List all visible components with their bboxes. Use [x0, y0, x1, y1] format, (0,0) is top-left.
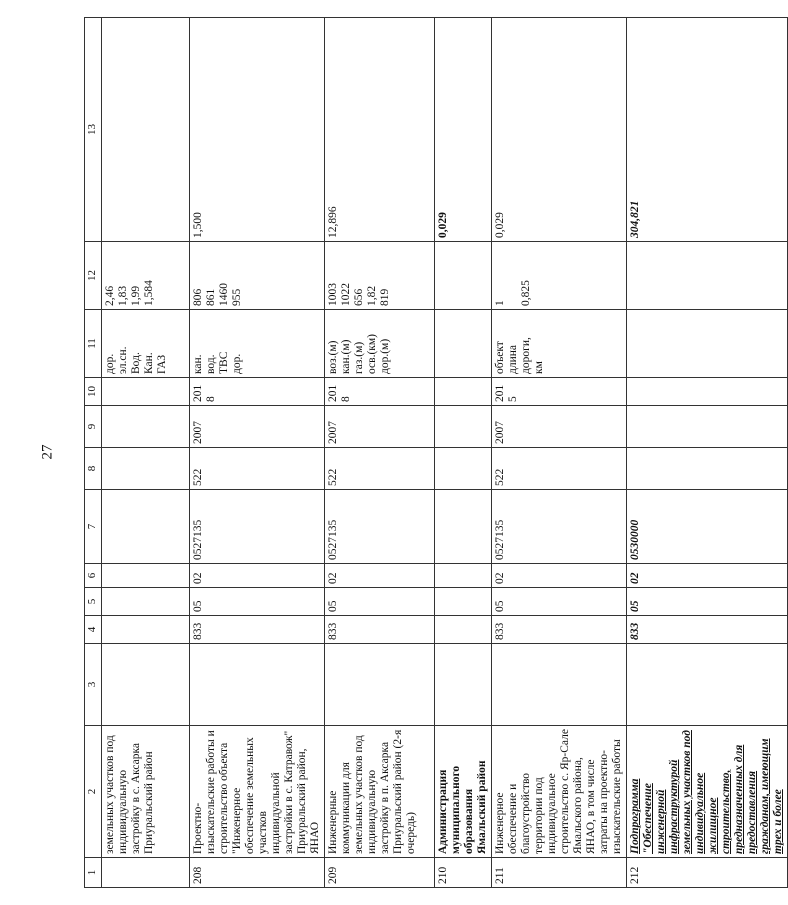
indicator-value-cell-line: 819	[379, 288, 391, 306]
indicator-value-cell-line: 1,99	[130, 285, 142, 306]
name-cell: Инженерные коммуникации для земельных участков под индивидуальную застройку в п. Аксарка Приуральский район (2-я очередь)	[325, 726, 435, 858]
cell-col10: 2015	[492, 378, 627, 406]
column-number-cell: 11	[85, 310, 102, 378]
cell-col7	[102, 490, 190, 564]
cell-col10: 2018	[325, 378, 435, 406]
indicator-name-cell	[102, 310, 190, 378]
name-cell: Инженерное обеспечение и благоустройство территории под индивидуальное строительство с. Яр-Сале Ямальского района, ЯНАО, в том числе затраты на проектно-изыскательские работы	[492, 726, 627, 858]
indicator-value-cell-line	[507, 245, 520, 306]
indicator-value-cell-line: 806	[192, 288, 204, 306]
name-cell: земельных участков под индивидуальную застройку в с. Аксарка Приуральский район	[102, 726, 190, 858]
cell-col6	[435, 564, 492, 588]
column-number-cell: 9	[85, 406, 102, 448]
indicator-value-cell	[435, 242, 492, 310]
indicator-name-cell-line: эл.сн.	[117, 346, 129, 374]
column-number-cell: 12	[85, 242, 102, 310]
cell-col3	[492, 644, 627, 726]
column-number-cell: 3	[85, 644, 102, 726]
cell-col7: 0530000	[627, 490, 788, 564]
cell-col3	[102, 644, 190, 726]
cell-col4	[435, 616, 492, 644]
cell-col8	[627, 448, 788, 490]
row-number-cell: 210	[435, 858, 492, 888]
cell-col4: 833	[325, 616, 435, 644]
column-number-cell: 6	[85, 564, 102, 588]
indicator-name-cell	[627, 310, 788, 378]
cell-col9: 2007	[190, 406, 325, 448]
indicator-name-cell-line: Вод.	[130, 352, 142, 374]
column-number-cell: 2	[85, 726, 102, 858]
indicator-value-cell-line: 955	[231, 288, 243, 306]
column-number-row	[85, 18, 102, 888]
indicator-name-cell	[325, 310, 435, 378]
row-number-cell: 209	[325, 858, 435, 888]
cell-col3	[325, 644, 435, 726]
indicator-name-cell-line: газ.(м)	[353, 341, 365, 374]
cell-col9	[435, 406, 492, 448]
cell-col9	[627, 406, 788, 448]
cell-col8: 522	[492, 448, 627, 490]
column-number-cell: 8	[85, 448, 102, 490]
cell-col8: 522	[190, 448, 325, 490]
cell-col8	[102, 448, 190, 490]
amount-cell: 12,896	[325, 18, 435, 242]
cell-col10	[102, 378, 190, 406]
cell-col3	[190, 644, 325, 726]
cell-col7	[435, 490, 492, 564]
indicator-name-cell-line: км	[533, 361, 545, 374]
amount-cell: 0,029	[492, 18, 627, 242]
cell-col8	[435, 448, 492, 490]
column-number-cell: 7	[85, 490, 102, 564]
column-number-cell: 4	[85, 616, 102, 644]
table-row	[435, 18, 492, 888]
column-number-cell: 10	[85, 378, 102, 406]
row-number-cell: 208	[190, 858, 325, 888]
cell-col6: 02	[325, 564, 435, 588]
column-number-cell: 5	[85, 588, 102, 616]
cell-col4: 833	[627, 616, 788, 644]
indicator-name-cell-line: дор.(м)	[379, 338, 391, 374]
indicator-value-cell-line: 1003	[327, 283, 339, 306]
indicator-name-cell-line: объект	[494, 341, 506, 374]
indicator-value-cell	[627, 242, 788, 310]
table-row	[627, 18, 788, 888]
cell-col4: 833	[190, 616, 325, 644]
amount-cell	[102, 18, 190, 242]
cell-col3	[435, 644, 492, 726]
indicator-name-cell-line: дороги,	[520, 337, 532, 374]
cell-col5: 05	[627, 588, 788, 616]
cell-col10: 2018	[190, 378, 325, 406]
indicator-value-cell-line: 1,83	[117, 285, 129, 306]
cell-col4	[102, 616, 190, 644]
indicator-name-cell-line: ГАЗ	[156, 354, 168, 374]
row-number-cell: 212	[627, 858, 788, 888]
cell-col9	[102, 406, 190, 448]
indicator-value-cell	[492, 242, 627, 310]
cell-col5: 05	[325, 588, 435, 616]
budget-table	[84, 17, 788, 888]
cell-col6: 02	[492, 564, 627, 588]
cell-col7: 0527135	[492, 490, 627, 564]
cell-col7: 0527135	[190, 490, 325, 564]
indicator-value-cell-line: 861	[205, 288, 217, 306]
table-row	[190, 18, 325, 888]
table-container	[84, 18, 784, 888]
indicator-value-cell-line: 656	[353, 288, 365, 306]
indicator-name-cell-line: кан.(м)	[340, 339, 352, 374]
indicator-name-cell-line: дор.	[231, 353, 243, 374]
indicator-name-cell-line: воз.(м)	[327, 340, 339, 374]
cell-col6: 02	[190, 564, 325, 588]
indicator-value-cell-line: 1	[494, 300, 506, 306]
amount-cell: 0,029	[435, 18, 492, 242]
cell-col10	[435, 378, 492, 406]
cell-col8: 522	[325, 448, 435, 490]
indicator-name-cell-line: вод.	[205, 354, 217, 374]
indicator-name-cell-line: кан.	[192, 354, 204, 374]
amount-cell: 304,821	[627, 18, 788, 242]
indicator-name-cell-line: ТВС	[218, 351, 230, 374]
table-row	[492, 18, 627, 888]
cell-col6: 02	[627, 564, 788, 588]
table-row	[325, 18, 435, 888]
cell-col10	[627, 378, 788, 406]
indicator-value-cell-line: 0,825	[520, 280, 532, 306]
cell-col4: 833	[492, 616, 627, 644]
cell-col9: 2007	[325, 406, 435, 448]
cell-col5: 05	[190, 588, 325, 616]
indicator-value-cell-line: 1,82	[366, 285, 378, 306]
indicator-name-cell-line: дор.	[104, 353, 116, 374]
amount-cell: 1,500	[190, 18, 325, 242]
cell-col3	[627, 644, 788, 726]
name-cell: Подпрограмма "Обеспечение инженерной инфраструктурой земельных участков под индивидуальное жилищное строительство, предназначенных для предоставления гражданам, имеющим трех и более	[627, 726, 788, 858]
indicator-value-cell-line: 1022	[340, 283, 352, 306]
cell-col7: 0527135	[325, 490, 435, 564]
indicator-name-cell-line: Кан.	[143, 352, 155, 374]
column-number-cell: 13	[85, 18, 102, 242]
name-cell: Проектно-изыскательские работы и строительство объекта "Инженерное обеспечение земельных участков индивидуальной застройки в с. Катравож" Приуральский район, ЯНАО	[190, 726, 325, 858]
indicator-value-cell	[102, 242, 190, 310]
page-number: 27	[39, 444, 56, 460]
cell-col6	[102, 564, 190, 588]
table-row	[102, 18, 190, 888]
indicator-value-cell-line: 1460	[218, 283, 230, 306]
cell-col9: 2007	[492, 406, 627, 448]
row-number-cell	[102, 858, 190, 888]
indicator-value-cell-line: 1,584	[143, 280, 155, 306]
cell-col5	[102, 588, 190, 616]
indicator-value-cell-line: 2,46	[104, 285, 116, 306]
cell-col5	[435, 588, 492, 616]
indicator-value-cell	[325, 242, 435, 310]
column-number-cell: 1	[85, 858, 102, 888]
indicator-name-cell-line: длина	[507, 344, 519, 374]
indicator-name-cell	[190, 310, 325, 378]
row-number-cell: 211	[492, 858, 627, 888]
name-cell: Администрация муниципального образования Ямальский район	[435, 726, 492, 858]
indicator-name-cell	[435, 310, 492, 378]
indicator-name-cell-line: осв.(км)	[366, 334, 378, 374]
cell-col5: 05	[492, 588, 627, 616]
indicator-name-cell	[492, 310, 627, 378]
indicator-value-cell	[190, 242, 325, 310]
